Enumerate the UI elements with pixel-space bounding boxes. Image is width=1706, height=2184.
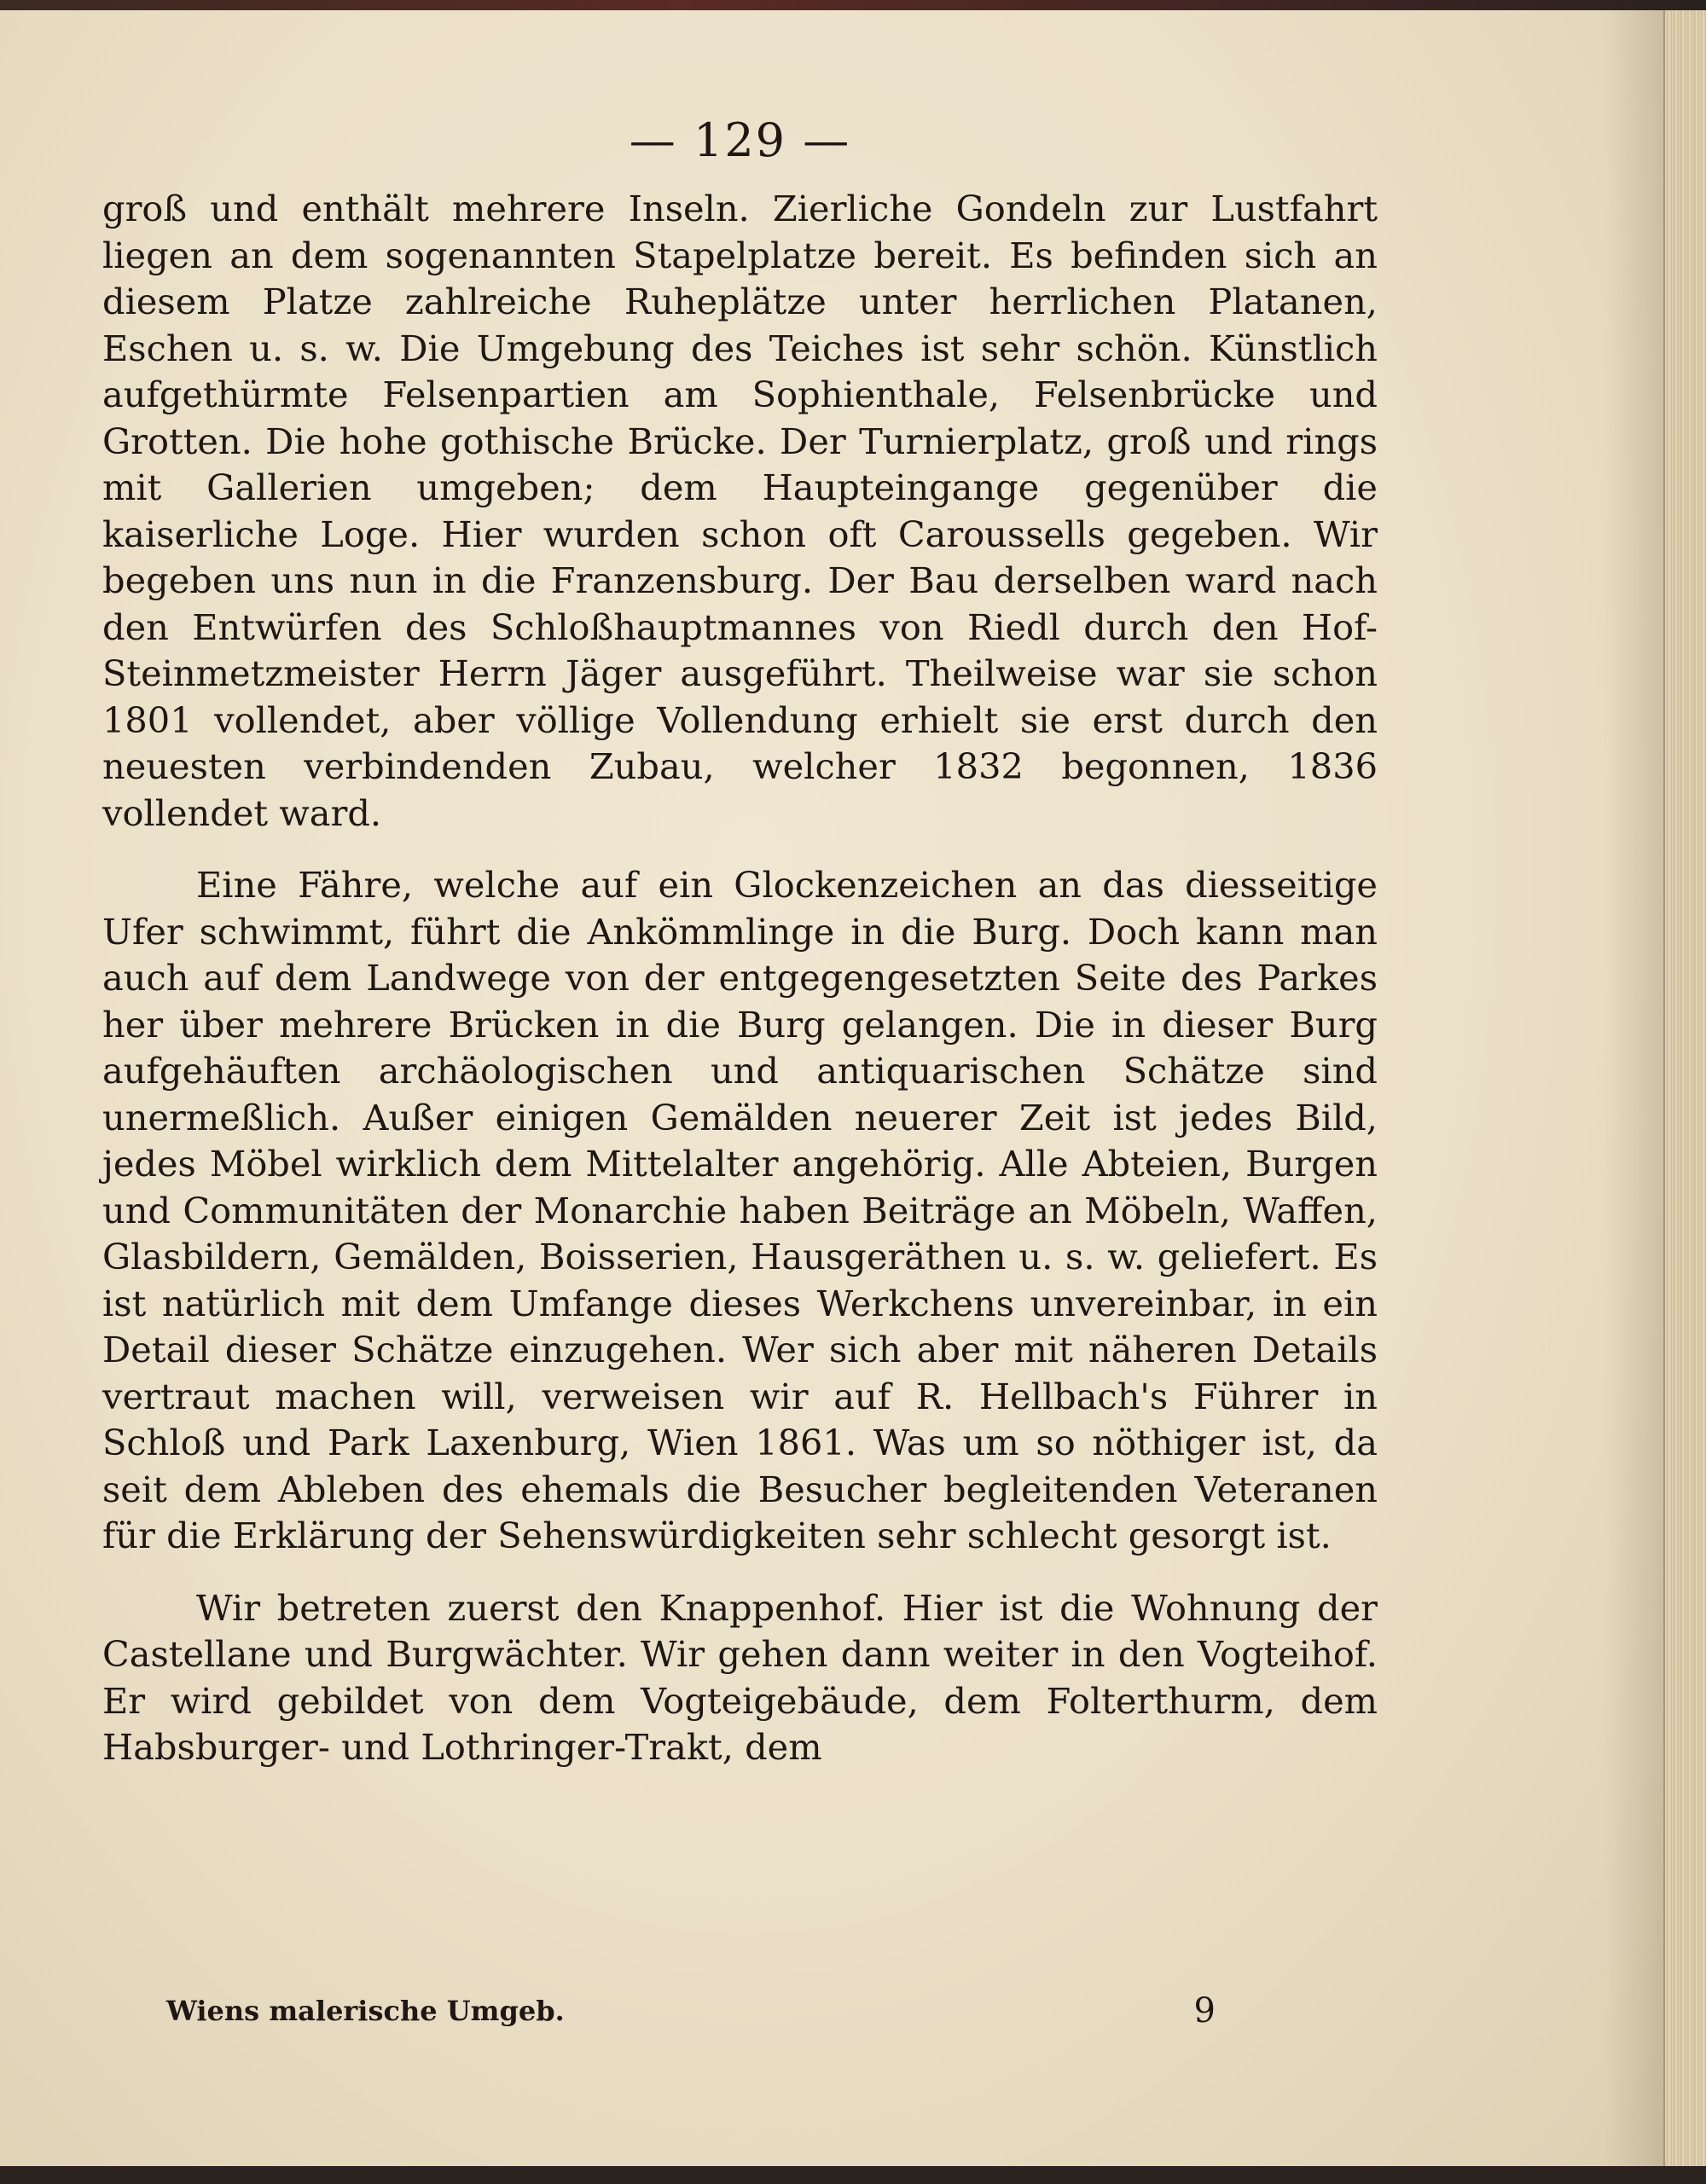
- page-content: [102, 111, 1378, 1771]
- paragraph-1: groß und enthält mehrere Inseln. Zierliche Gondeln zur Lustfahrt liegen an dem sogenannten Stapelplatze bereit. Es befinden sich an diesem Platze zahlreiche Ruheplätze unter herrlichen Platanen, Eschen u. s. w. Die Umgebung des Teiches ist sehr schön. Künstlich aufgethürmte Felsenpartien am Sophienthale, Felsenbrücke und Grotten. Die hohe gothische Brücke. Der Turnierplatz, groß und rings mit Gallerien umgeben; dem Haupteingange gegenüber die kaiserliche Loge. Hier wurden schon oft Caroussells gegeben. Wir begeben uns nun in die Franzensburg. Der Bau derselben ward nach den Entwürfen des Schloßhauptmannes von Riedl durch den Hof-Steinmetzmeister Herrn Jäger ausgeführt. Theilweise war sie schon 1801 vollendet, aber völlige Vollendung erhielt sie erst durch den neuesten verbindenden Zubau, welcher 1832 begonnen, 1836 vollendet ward.: [102, 188, 1378, 834]
- footer-signature-mark: 9: [1193, 1991, 1216, 2030]
- book-bottom-edge: [0, 2166, 1706, 2184]
- page-stack-edge: [1665, 10, 1706, 2168]
- paragraph-3: Wir betreten zuerst den Knappenhof. Hier ist die Wohnung der Castellane und Burgwächter. Wir gehen dann weiter in den Vogteihof. Er wird gebildet von dem Vogteigebäude, dem Folterthurm, dem Habsburger- und Lothringer-Trakt, dem: [102, 1586, 1378, 1768]
- page-number: — 129 —: [629, 113, 851, 167]
- footer-book-title: Wiens malerische Umgeb.: [166, 1995, 565, 2027]
- paragraph-2: Eine Fähre, welche auf ein Glockenzeichen an das diesseitige Ufer schwimmt, führt die Ankömmlinge in die Burg. Doch kann man auch auf dem Landwege von der entgegengesetzten Seite des Parkes her über mehrere Brücken in die Burg gelangen. Die in dieser Burg aufgehäuften archäologischen und antiquarischen Schätze sind unermeßlich. Außer einigen Gemälden neuerer Zeit ist jedes Bild, jedes Möbel wirklich dem Mittelalter angehörig. Alle Abteien, Burgen und Communitäten der Monarchie haben Beiträge an Möbeln, Waffen, Glasbildern, Gemälden, Boisserien, Hausgeräthen u. s. w. geliefert. Es ist natürlich mit dem Umfange dieses Werkchens unvereinbar, in ein Detail dieser Schätze einzugehen. Wer sich aber mit näheren Details vertraut machen will, verweisen wir auf R. Hellbach's Führer in Schloß und Park Laxenburg, Wien 1861. Was um so nöthiger ist, da seit dem Ableben des ehemals die Besucher begleitenden Veteranen für die Erklärung der Sehenswürdigkeiten sehr schlecht gesorgt ist.: [102, 864, 1378, 1556]
- page-footer: [166, 1987, 1216, 2035]
- page-fold-shadow: [1604, 10, 1665, 2168]
